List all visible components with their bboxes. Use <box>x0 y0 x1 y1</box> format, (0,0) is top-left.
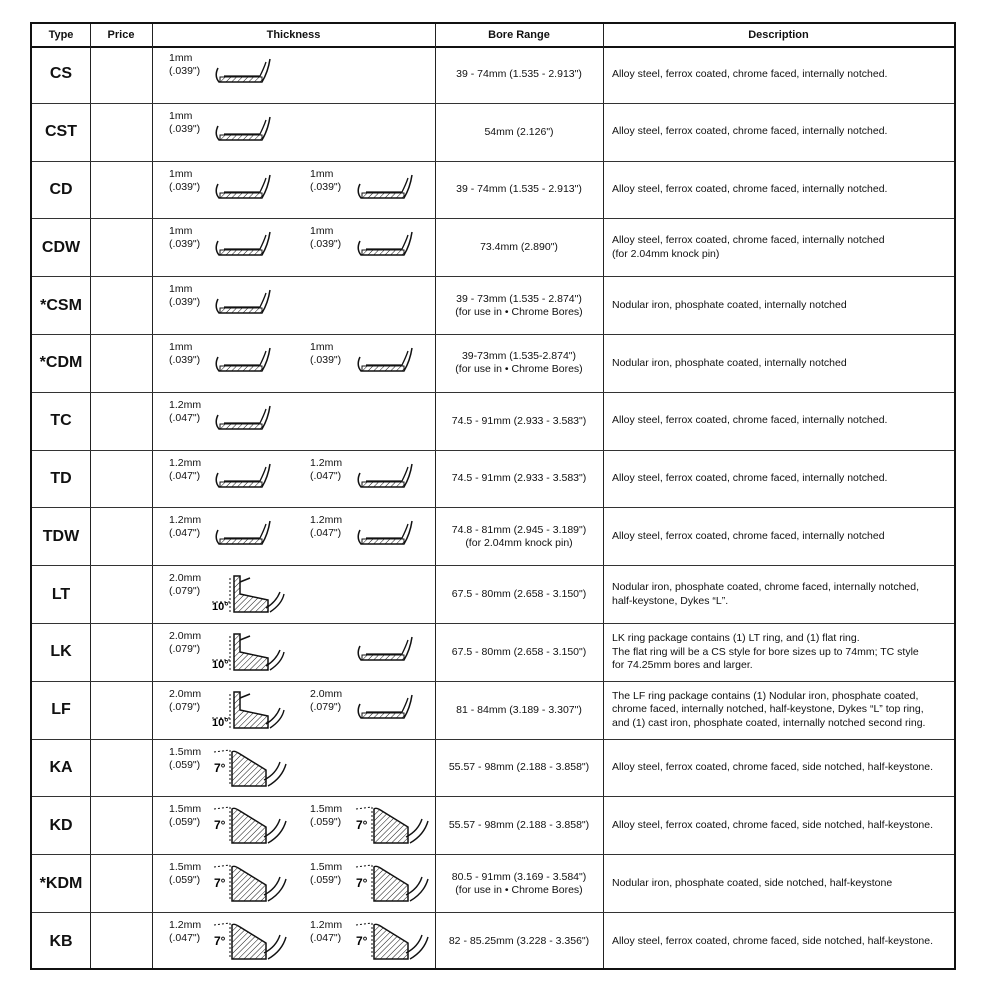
flat-ring-profile-icon <box>214 343 276 381</box>
keystone-ring-profile-icon <box>352 919 432 963</box>
thickness-spec: 1mm (.039") <box>169 225 201 251</box>
thickness-spec: 1mm (.039") <box>169 109 201 135</box>
ring-profile <box>210 803 290 852</box>
ring-profile <box>214 112 276 155</box>
ring-profile <box>356 459 418 502</box>
description-text: Alloy steel, ferrox coated, chrome faced, internally notched (for 2.04mm knock pin) <box>612 234 885 260</box>
ring-type: LF <box>51 701 71 719</box>
bore-range: 74.5 - 91mm (2.933 - 3.583") <box>451 472 587 485</box>
ring-profile <box>210 688 290 737</box>
table-row <box>32 508 954 566</box>
thickness-spec: 1.2mm (.047") <box>310 514 343 540</box>
flat-ring-profile-icon <box>356 690 418 728</box>
svg-text:7°: 7° <box>356 934 368 948</box>
flat-ring-profile-icon <box>214 54 276 92</box>
description-cell <box>612 624 946 681</box>
ring-profile <box>356 170 418 213</box>
svg-text:7°: 7° <box>356 818 368 833</box>
description-cell <box>612 335 946 392</box>
description-text: Alloy steel, ferrox coated, chrome faced, side notched, half-keystone. <box>612 761 934 774</box>
ring-profile <box>210 861 290 910</box>
ring-profile <box>356 516 418 559</box>
table-row <box>32 46 954 104</box>
ring-profile <box>352 803 432 852</box>
table-row <box>32 797 954 855</box>
description-cell <box>612 277 946 334</box>
bore-range-cell <box>435 624 603 681</box>
ring-profile <box>210 572 290 621</box>
table-row <box>32 219 954 277</box>
description-text: Alloy steel, ferrox coated, chrome faced, side notched, half-keystone. <box>612 935 934 948</box>
description-cell <box>612 451 946 508</box>
ring-profile <box>214 459 276 502</box>
bore-note: (for use in • Chrome Bores) <box>455 883 583 896</box>
header-bore-range: Bore Range <box>488 29 550 41</box>
bore-range-cell <box>435 566 603 623</box>
ring-type: LT <box>51 585 71 603</box>
keystone-ring-profile-icon <box>352 861 432 905</box>
thickness-cell <box>152 508 435 565</box>
bore-range-cell <box>435 335 603 392</box>
dykes-l-ring-profile-icon <box>210 572 290 616</box>
thickness-spec: 1.5mm (.059") <box>169 861 202 887</box>
bore-note: (for use in • Chrome Bores) <box>455 305 583 318</box>
description-cell <box>612 46 946 103</box>
ring-profile <box>214 54 276 97</box>
bore-range: 81 - 84mm (3.189 - 3.307") <box>456 703 582 716</box>
ring-type: TD <box>50 469 72 487</box>
description-text: Nodular iron, phosphate coated, chrome faced, internally notched, half-keystone, Dykes “L”. <box>612 581 920 607</box>
svg-text:7°: 7° <box>214 876 226 891</box>
thickness-spec: 1.2mm (.047") <box>169 398 202 424</box>
bore-range: 39-73mm (1.535-2.874") <box>461 350 577 363</box>
header-thickness: Thickness <box>266 29 321 41</box>
ring-type: KB <box>49 932 73 950</box>
flat-ring-profile-icon <box>356 632 418 670</box>
bore-range-cell <box>435 797 603 854</box>
ring-profile <box>356 227 418 270</box>
svg-text:10°: 10° <box>212 716 229 729</box>
ring-type: CST <box>45 123 77 141</box>
bore-range: 82 - 85.25mm (3.228 - 3.356") <box>448 935 590 948</box>
bore-range-cell <box>435 162 603 219</box>
header-type: Type <box>48 29 74 41</box>
flat-ring-profile-icon <box>356 227 418 265</box>
header-description: Description <box>748 29 809 41</box>
ring-profile <box>214 343 276 386</box>
bore-range-cell <box>435 451 603 508</box>
thickness-cell <box>152 277 435 334</box>
thickness-cell <box>152 162 435 219</box>
thickness-spec: 1mm (.039") <box>169 52 201 77</box>
ring-type: CS <box>49 65 73 83</box>
bore-note: (for 2.04mm knock pin) <box>465 536 573 549</box>
table-body <box>32 46 954 968</box>
description-text: LK ring package contains (1) LT ring, and (1) flat ring. The flat ring will be a CS style for bore sizes up to 74mm; TC style for 74.25mm bores and larger. <box>612 632 919 672</box>
flat-ring-profile-icon <box>356 459 418 497</box>
table-row <box>32 162 954 220</box>
keystone-ring-profile-icon <box>210 919 290 963</box>
description-cell <box>612 855 946 912</box>
ring-profile <box>210 630 290 679</box>
ring-type: *CDM <box>39 354 83 372</box>
table-row <box>32 624 954 682</box>
svg-text:7°: 7° <box>356 876 368 891</box>
ring-type: *CSM <box>40 296 82 314</box>
thickness-spec: 1.2mm (.047") <box>169 514 202 540</box>
bore-range-cell <box>435 740 603 797</box>
thickness-cell <box>152 219 435 276</box>
ring-profile <box>214 401 276 444</box>
ring-spec-table <box>30 22 956 970</box>
bore-range-cell <box>435 393 603 450</box>
thickness-spec: 1.2mm (.047") <box>310 919 343 944</box>
ring-type: KD <box>49 816 73 834</box>
bore-range: 80.5 - 91mm (3.169 - 3.584") <box>451 870 587 883</box>
table-row <box>32 913 954 971</box>
thickness-cell <box>152 46 435 103</box>
table-header <box>32 24 954 48</box>
thickness-cell <box>152 393 435 450</box>
ring-type: KA <box>49 758 73 776</box>
flat-ring-profile-icon <box>214 516 276 554</box>
thickness-spec: 2.0mm (.079") <box>169 630 202 655</box>
ring-type: TDW <box>42 527 80 545</box>
thickness-cell <box>152 913 435 971</box>
table-row <box>32 740 954 798</box>
description-text: Alloy steel, ferrox coated, chrome faced, side notched, half-keystone. <box>612 819 934 832</box>
table-row <box>32 566 954 624</box>
flat-ring-profile-icon <box>356 343 418 381</box>
keystone-ring-profile-icon <box>210 746 290 790</box>
description-cell <box>612 219 946 276</box>
thickness-spec: 1mm (.039") <box>169 341 201 366</box>
description-cell <box>612 104 946 161</box>
ring-profile <box>210 746 290 795</box>
description-text: Alloy steel, ferrox coated, chrome faced, internally notched <box>612 530 885 543</box>
table-row <box>32 335 954 393</box>
bore-range-cell <box>435 219 603 276</box>
thickness-spec: 1.5mm (.059") <box>169 803 202 829</box>
description-text: Nodular iron, phosphate coated, internally notched <box>612 356 847 369</box>
description-text: Nodular iron, phosphate coated, side notched, half-keystone <box>612 876 893 889</box>
ring-type: *KDM <box>39 874 83 892</box>
description-text: Nodular iron, phosphate coated, internally notched <box>612 298 847 311</box>
bore-range: 74.8 - 81mm (2.945 - 3.189") <box>451 523 587 536</box>
ring-profile <box>214 516 276 559</box>
thickness-cell <box>152 624 435 681</box>
bore-range: 54mm (2.126") <box>484 125 554 138</box>
description-cell <box>612 162 946 219</box>
keystone-ring-profile-icon <box>352 803 432 847</box>
bore-range-cell <box>435 104 603 161</box>
description-cell <box>612 682 946 739</box>
bore-range: 73.4mm (2.890") <box>480 241 558 254</box>
flat-ring-profile-icon <box>356 170 418 208</box>
description-cell <box>612 797 946 854</box>
bore-range-cell <box>435 855 603 912</box>
keystone-ring-profile-icon <box>210 803 290 847</box>
ring-profile <box>214 227 276 270</box>
ring-profile <box>352 861 432 910</box>
keystone-ring-profile-icon <box>210 861 290 905</box>
flat-ring-profile-icon <box>214 459 276 497</box>
thickness-spec: 1.2mm (.047") <box>310 456 343 482</box>
ring-type: LK <box>50 643 72 661</box>
ring-type: CD <box>49 180 73 198</box>
ring-profile <box>356 690 418 733</box>
ring-profile <box>356 632 418 675</box>
description-text: Alloy steel, ferrox coated, chrome faced, internally notched. <box>612 472 888 485</box>
svg-text:7°: 7° <box>214 818 226 833</box>
bore-range-cell <box>435 277 603 334</box>
thickness-spec: 2.0mm (.079") <box>310 687 343 713</box>
table-row <box>32 682 954 740</box>
bore-range: 67.5 - 80mm (2.658 - 3.150") <box>451 588 587 601</box>
svg-text:7°: 7° <box>214 760 226 775</box>
thickness-spec: 2.0mm (.079") <box>169 572 202 598</box>
thickness-spec: 1mm (.039") <box>310 341 342 366</box>
thickness-spec: 1mm (.039") <box>169 283 201 309</box>
table-row <box>32 104 954 162</box>
bore-range: 74.5 - 91mm (2.933 - 3.583") <box>451 414 587 427</box>
flat-ring-profile-icon <box>214 227 276 265</box>
thickness-spec: 1mm (.039") <box>310 225 342 251</box>
bore-range: 39 - 74mm (1.535 - 2.913") <box>456 183 582 196</box>
dykes-l-ring-profile-icon <box>210 688 290 732</box>
flat-ring-profile-icon <box>356 516 418 554</box>
table-row <box>32 855 954 913</box>
bore-range-cell <box>435 682 603 739</box>
thickness-spec: 1.2mm (.047") <box>169 919 202 944</box>
ring-profile <box>214 285 276 328</box>
bore-range-cell <box>435 508 603 565</box>
thickness-spec: 2.0mm (.079") <box>169 687 202 713</box>
ring-profile <box>214 170 276 213</box>
thickness-cell <box>152 451 435 508</box>
thickness-spec: 1.5mm (.059") <box>310 803 343 829</box>
svg-text:10°: 10° <box>212 659 229 671</box>
table-row <box>32 451 954 509</box>
dykes-l-ring-profile-icon <box>210 630 290 674</box>
thickness-cell <box>152 682 435 739</box>
ring-profile <box>352 919 432 968</box>
bore-range: 39 - 73mm (1.535 - 2.874") <box>456 292 582 305</box>
description-text: Alloy steel, ferrox coated, chrome faced, internally notched. <box>612 67 888 80</box>
bore-range-cell <box>435 46 603 103</box>
flat-ring-profile-icon <box>214 285 276 323</box>
thickness-spec: 1mm (.039") <box>169 167 201 193</box>
description-cell <box>612 566 946 623</box>
description-text: Alloy steel, ferrox coated, chrome faced, internally notched. <box>612 125 888 138</box>
bore-range: 67.5 - 80mm (2.658 - 3.150") <box>451 645 587 658</box>
description-cell <box>612 393 946 450</box>
thickness-spec: 1mm (.039") <box>310 167 342 193</box>
thickness-cell <box>152 104 435 161</box>
flat-ring-profile-icon <box>214 112 276 150</box>
svg-text:10°: 10° <box>212 601 229 614</box>
description-text: The LF ring package contains (1) Nodular iron, phosphate coated, chrome faced, internally notched, half-keystone, Dykes “L” top ring, and (1) cast iron, phosphate coated, internally notched second ring. <box>612 689 926 729</box>
description-cell <box>612 913 946 971</box>
table-row <box>32 393 954 451</box>
description-cell <box>612 740 946 797</box>
description-cell <box>612 508 946 565</box>
flat-ring-profile-icon <box>214 401 276 439</box>
table-row <box>32 277 954 335</box>
thickness-cell <box>152 740 435 797</box>
thickness-spec: 1.5mm (.059") <box>169 745 202 771</box>
description-text: Alloy steel, ferrox coated, chrome faced, internally notched. <box>612 414 888 427</box>
ring-type: CDW <box>41 238 81 256</box>
description-text: Alloy steel, ferrox coated, chrome faced, internally notched. <box>612 183 888 196</box>
header-price: Price <box>107 29 135 41</box>
thickness-spec: 1.5mm (.059") <box>310 861 343 887</box>
bore-range: 39 - 74mm (1.535 - 2.913") <box>456 67 582 80</box>
bore-range: 55.57 - 98mm (2.188 - 3.858") <box>448 761 590 774</box>
svg-text:7°: 7° <box>214 934 226 948</box>
bore-range-cell <box>435 913 603 971</box>
bore-note: (for use in • Chrome Bores) <box>455 363 583 376</box>
thickness-cell <box>152 335 435 392</box>
flat-ring-profile-icon <box>214 170 276 208</box>
ring-profile <box>210 919 290 968</box>
ring-profile <box>356 343 418 386</box>
thickness-cell <box>152 855 435 912</box>
thickness-spec: 1.2mm (.047") <box>169 456 202 482</box>
thickness-cell <box>152 566 435 623</box>
thickness-cell <box>152 797 435 854</box>
bore-range: 55.57 - 98mm (2.188 - 3.858") <box>448 819 590 832</box>
ring-type: TC <box>50 412 72 430</box>
